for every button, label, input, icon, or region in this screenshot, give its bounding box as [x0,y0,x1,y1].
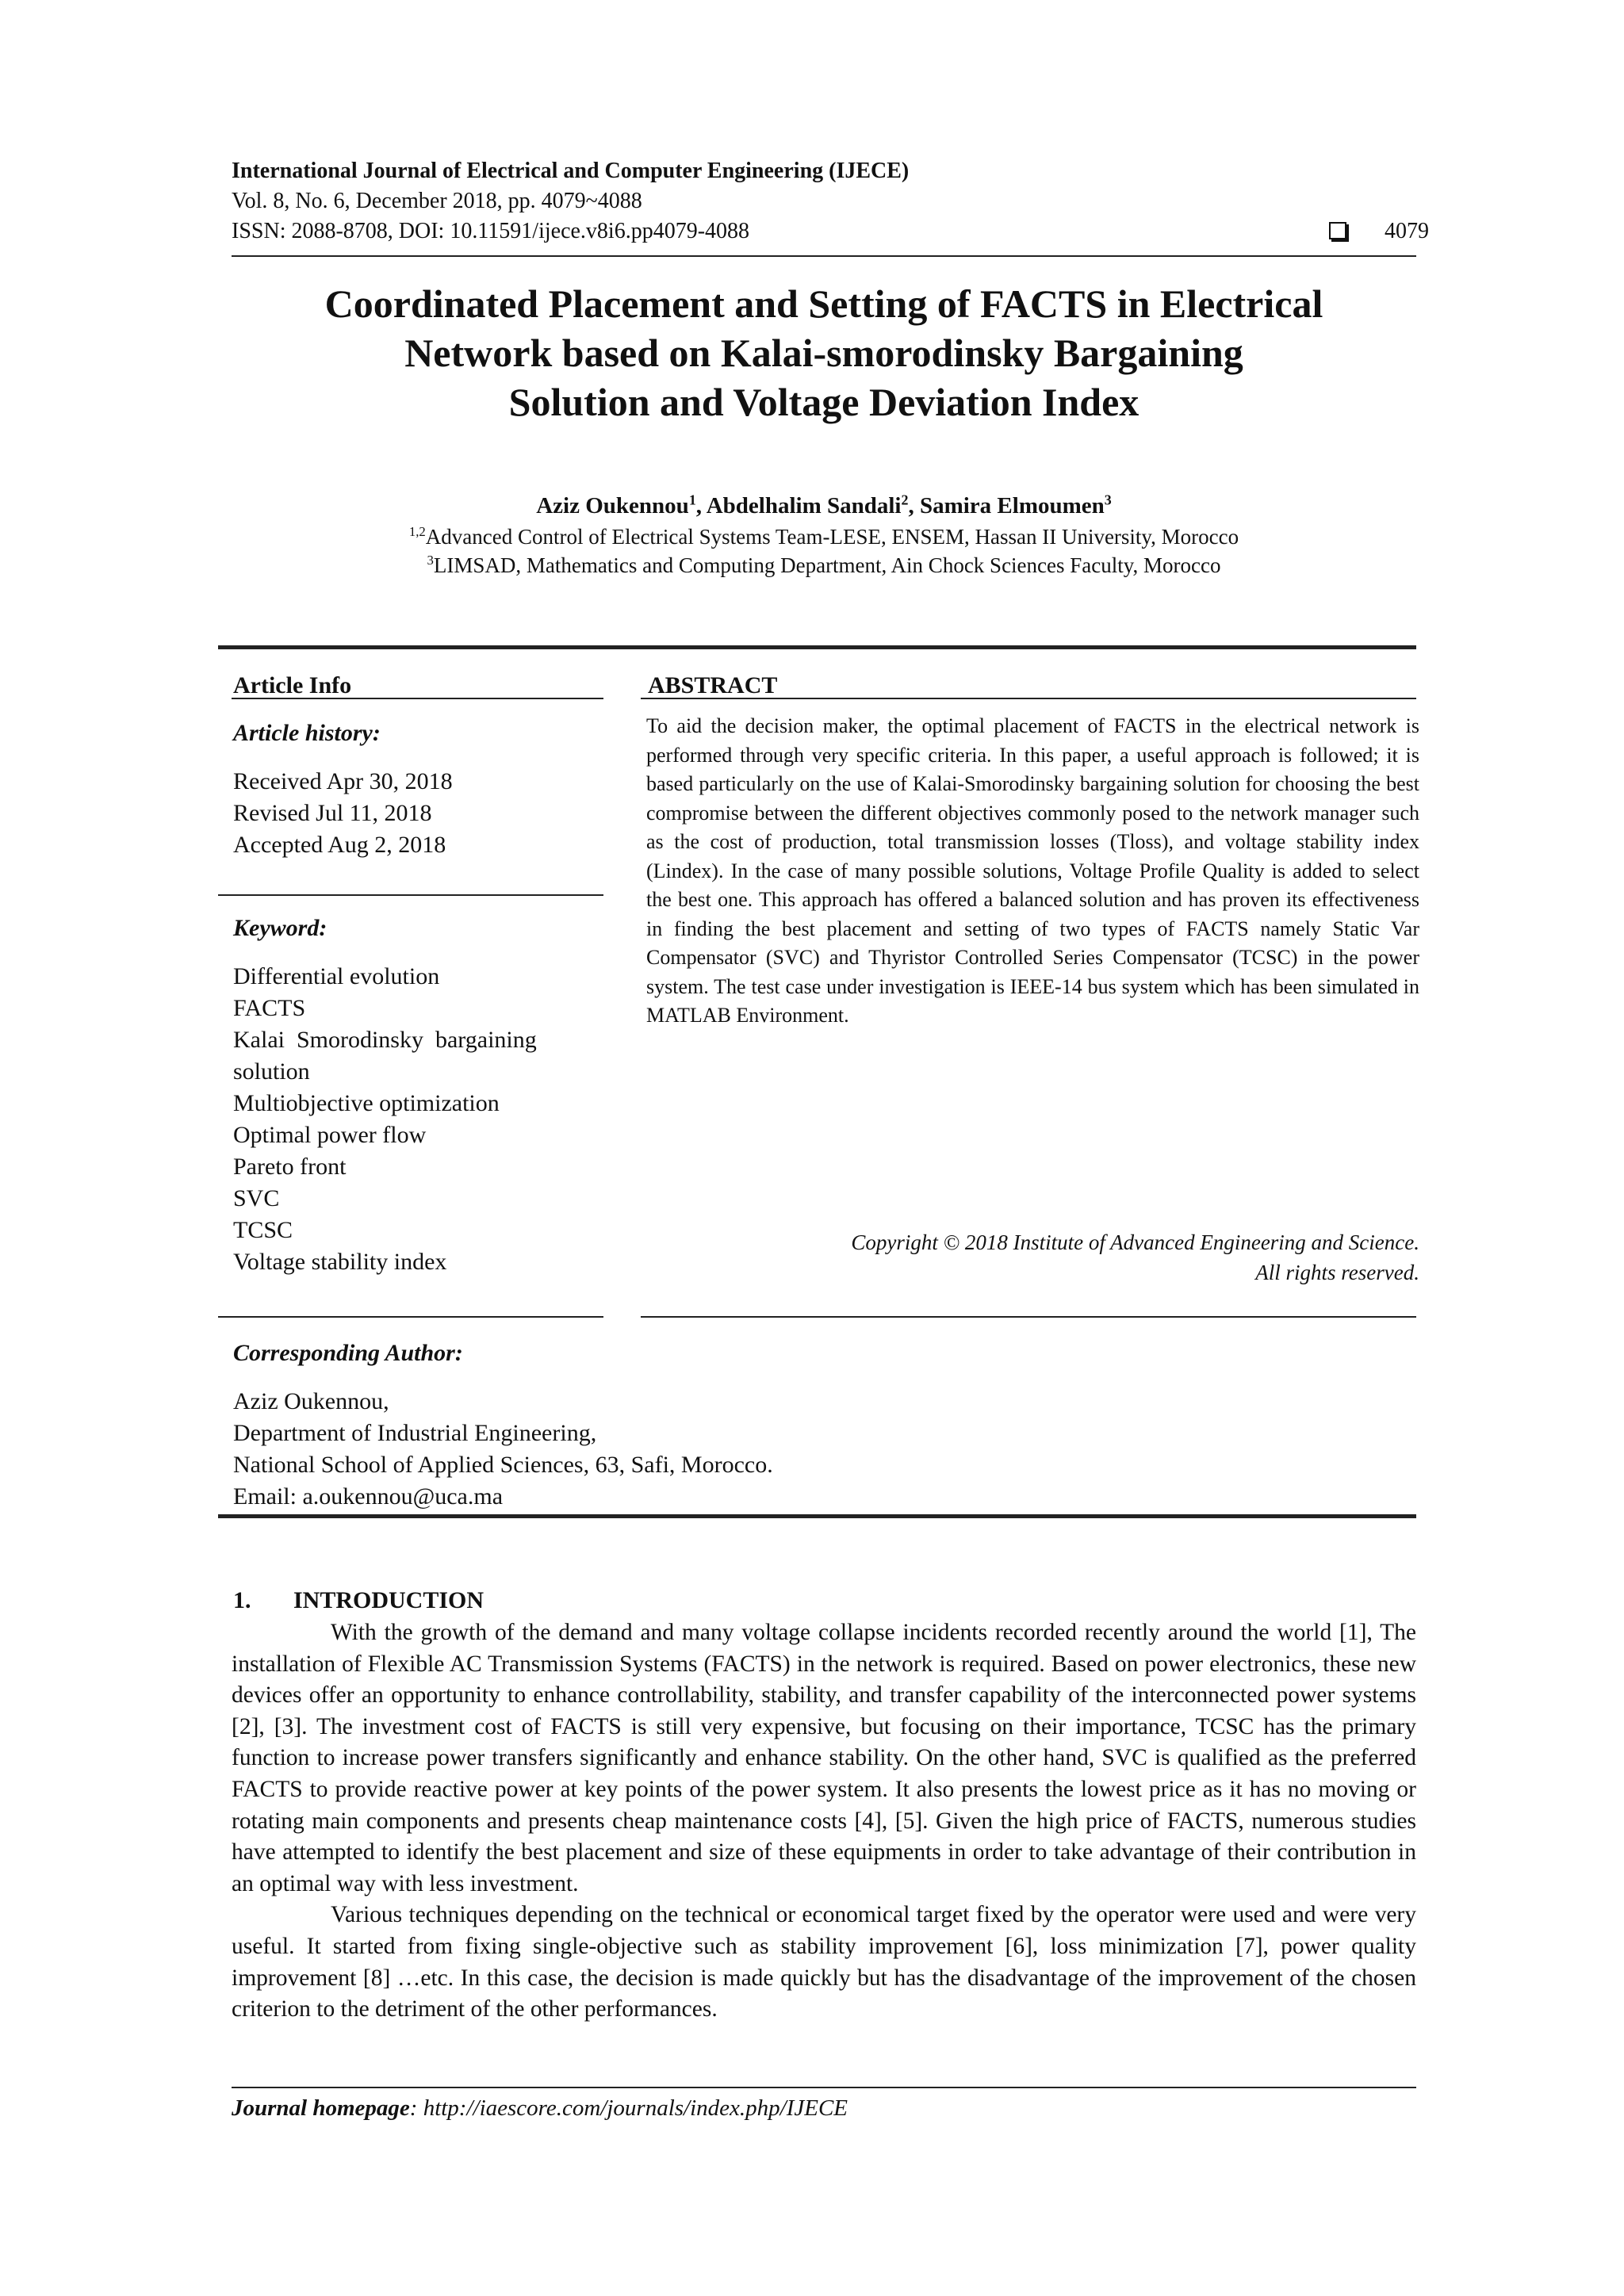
title-line-2: Network based on Kalai-smorodinsky Bargaining [404,331,1243,375]
abstract-text: To aid the decision maker, the optimal placement of FACTS in the electrical network is performed through very specific criteria. In this paper, a useful approach is followed; it is based particularly on the use of Kalai-Smorodinsky bargaining solution for choosing the best compromise between the different objectives commonly posed to the network manager such as the cost of production, total transmission losses (Tloss), and voltage stability index (Lindex). In the case of many possible solutions, Voltage Profile Quality is added to select the best one. This approach has offered a balanced solution and has proven its effectiveness in finding the best placement and setting of two types of FACTS namely Static Var Compensator (SVC) and Thyristor Controlled Series Compensator (TCSC) in the power system. The test case under investigation is IEEE-14 bus system which has been simulated in MATLAB Environment. [646,714,1419,1027]
keyword-item: Differential evolution [233,963,440,989]
affiliation-text: Advanced Control of Electrical Systems Team-LESE, ENSEM, Hassan II University, Morocco [425,525,1239,549]
homepage-link[interactable]: : http://iaescore.com/journals/index.php/IJECE [409,2095,848,2121]
affiliation-sup: 1,2 [408,524,426,539]
corresponding-line: Aziz Oukennou, [233,1388,389,1414]
affiliation-text: LIMSAD, Mathematics and Computing Department, Ain Chock Sciences Faculty, Morocco [433,553,1221,577]
keyword-bottom-rule [218,1316,603,1318]
author-name: Abdelhalim Sandali [706,493,902,519]
intro-body [232,1617,1416,2026]
affiliation-2 [232,552,1416,579]
keyword-heading: Keyword: [233,915,327,941]
intro-paragraph: With the growth of the demand and many voltage collapse incidents recorded recently around the world [1], The installation of Flexible AC Transmission Systems (FACTS) in the network is required. Based on power electronics, these new devices offer an opportunity to enhance controllability, stability, and transfer capability of the interconnected power systems [2], [3]. The investment cost of FACTS is still very expensive, but focusing on their importance, TCSC has the primary function to increase power transfers significantly and enhance stability. On the other hand, SVC is qualified as the preferred FACTS to provide reactive power at key points of the power system. It also presents the lowest price as it has no moving or rotating main components and presents cheap maintenance costs [4], [5]. Given the high price of FACTS, numerous studies have attempted to identify the best placement and size of these equipments in order to take advantage of their contribution in an optimal way with less investment. [232,1620,1416,1896]
affiliation-sup: 3 [427,553,434,568]
title-line-1: Coordinated Placement and Setting of FACTS in Electrical [324,281,1323,326]
corresponding-line: Department of Industrial Engineering, [233,1420,597,1446]
article-history-list [233,766,453,861]
volume-line: Vol. 8, No. 6, December 2018, pp. 4079~4088 [232,189,642,213]
intro-section-number: 1. [233,1587,251,1613]
homepage-label: Journal homepage [232,2095,410,2121]
header-rule [232,255,1416,257]
journal-name: International Journal of Electrical and Computer Engineering (IJECE) [232,159,910,183]
history-received: Received Apr 30, 2018 [233,768,453,794]
history-keyword-divider [218,894,603,896]
intro-paragraph: Various techniques depending on the technical or economical target fixed by the operator were used and were very useful. It started from fixing single-objective such as stability improvement [6], loss minimization [7], power quality improvement [8] …etc. In this case, the decision is made quickly but has the disadvantage of the improvement of the chosen criterion to the detriment of the other performances. [232,1902,1416,2022]
intro-heading: INTRODUCTION [293,1587,485,1613]
article-info-heading: Article Info [233,672,352,698]
keyword-item: solution [233,1058,310,1085]
author-sup: 3 [1104,492,1112,508]
corresponding-line: Email: a.oukennou@uca.ma [233,1483,504,1510]
keyword-item: FACTS [233,995,306,1021]
journal-homepage [232,2093,848,2123]
corresponding-line: National School of Applied Sciences, 63, Safi, Morocco. [233,1452,773,1478]
keyword-list [233,961,598,1278]
affiliation-1 [232,523,1416,550]
article-history-heading: Article history: [233,720,381,746]
keyword-item: Kalai Smorodinsky bargaining [233,1027,537,1053]
keyword-item: Pareto front [233,1154,347,1180]
paper-title [232,279,1416,427]
square-outline-icon [1329,222,1346,239]
keyword-item: TCSC [233,1217,293,1243]
abstract-bottom-rule [641,1316,1416,1318]
copyright-line-1: Copyright © 2018 Institute of Advanced Engineering and Science. [851,1230,1419,1254]
keyword-item: Multiobjective optimization [233,1090,500,1116]
copyright-notice [646,1227,1419,1288]
author-name: Samira Elmoumen [919,493,1105,519]
keyword-item: Optimal power flow [233,1122,427,1148]
infobox-bottom-rule [218,1514,1416,1518]
footer-rule [232,2087,1416,2088]
keyword-item: Voltage stability index [233,1249,447,1275]
author-sup: 1 [688,492,696,508]
history-accepted: Accepted Aug 2, 2018 [233,832,446,858]
corresponding-author-block [233,1386,773,1513]
keyword-item: SVC [233,1185,280,1211]
infobox-top-rule [218,645,1416,649]
issn-line: ISSN: 2088-8708, DOI: 10.11591/ijece.v8i6.pp4079-4088 [232,219,750,243]
author-sup: 2 [901,492,909,508]
abstract-heading: ABSTRACT [648,672,778,698]
authors-line: Aziz Oukennou$^1$, Abdelhalim Sandali$^2$, Samira Elmoumen$^3$ [536,492,1112,519]
corresponding-author-heading: Corresponding Author: [233,1340,463,1366]
title-line-3: Solution and Voltage Deviation Index [508,380,1139,424]
author-name: Aziz Oukennou [536,493,689,519]
history-revised: Revised Jul 11, 2018 [233,800,432,826]
page-number: 4079 [1385,219,1429,243]
copyright-line-2: All rights reserved. [1255,1261,1419,1284]
